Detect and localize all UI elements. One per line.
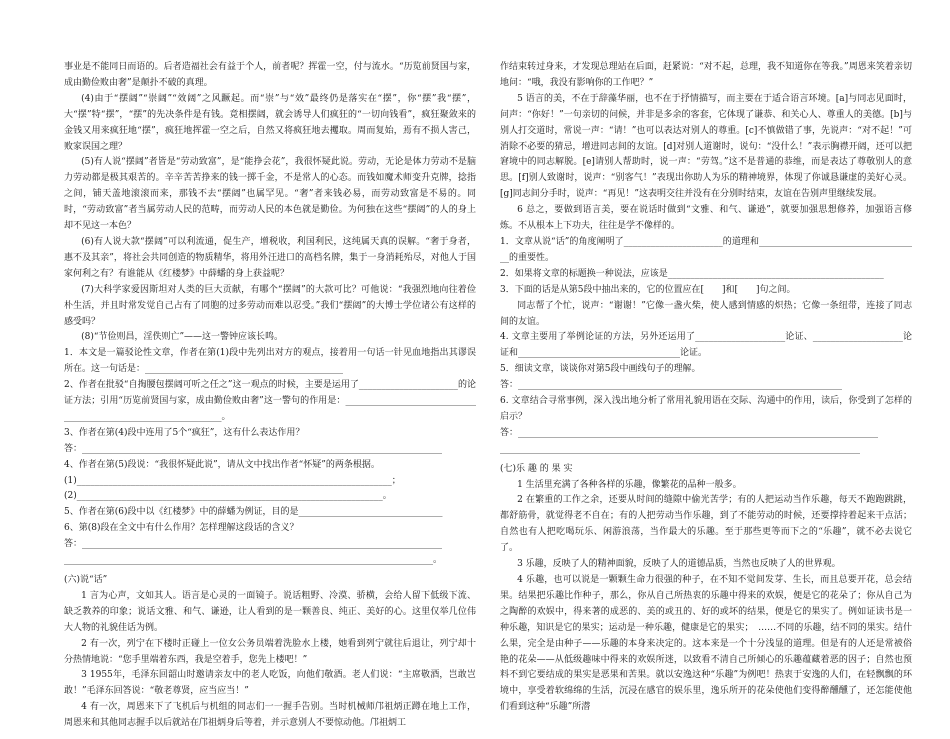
question: 5．细读文章，谈谈你对第5段中画线句子的理解。 bbox=[500, 364, 701, 375]
question: 6、第(8)段在全文中有什么作用？怎样理解这段话的含义？ bbox=[64, 523, 299, 534]
paragraph: (7)大科学家爱因斯坦对人类的巨大贡献，有哪个“摆阔”的大款可比？可他说：“我强烈地向往着俭朴生活，并且时常发觉自己占有了同胞的过多劳动而难以忍受。”我们“摆阔”的大博士学位诸公有这样的感受吗？ bbox=[64, 284, 476, 327]
quoted-sentence: 同志帮了个忙，说声：“谢谢！”它像一盏火柴，使人感到情感的炽热；它像一条纽带，连接了同志间的友谊。 bbox=[500, 300, 912, 327]
left-column bbox=[64, 60, 476, 732]
paragraph: 4 有一次，周恩来下了飞机后与机组的同志们一一握手告别。当时机械师邝祖炳正蹲在地上工作，周恩来和其他同志握手以后就站在邝祖炳身后等着，并示意别人不要惊动他。邝祖炳工 bbox=[64, 702, 476, 729]
answer-line: 答：________________________________________________________________________ bbox=[500, 380, 843, 391]
paragraph: (4)由于“摆阔”“崇阔”“效阔”之风蹶起。而“崇”与“效”最终仍是落实在“摆”，你“摆”我“摆”，大“摆”特“摆”，“摆”的先决条件是有钱。竟相摆阔，就会诱导人们疯狂的“一切向钱看”，疯狂聚敛来的金钱又用来疯狂地“摆”，疯狂地挥霍一空之后，自然又将疯狂地去攫取。周而复始，焉有不损人害己，败家误国之理？ bbox=[64, 93, 476, 152]
answer-line: (1)______________________________________________________________________； bbox=[64, 475, 401, 486]
paragraph: 事业是不能同日而语的。后者造福社会有益于个人，前者呢？挥霍一空，付与流水。“历览前贤国与家，成由勤俭败由奢”是颠扑不破的真理。 bbox=[64, 62, 476, 88]
question: 4. 文章主要用了举例论证的方法，另外还运用了____________________论证、____________________论证和____________________________________论证。 bbox=[500, 332, 912, 359]
paragraph: 3 1955年，毛泽东回韶山时邀请亲友中的老人吃饭，向他们敬酒。老人们说：“主席敬酒，岂敢岂敢！”毛泽东回答说：“敬老尊贤，应当应当！” bbox=[64, 670, 476, 697]
answer-line: __________________________________________________________________________________。 bbox=[64, 555, 443, 566]
paragraph: 5 语言的美，不在于辞藻华丽，也不在于抒情描写，而主要在于适合语言环境。[a]与同志见面时，问声：“你好！”一句亲切的问候，并非是多余的客套，它体现了谦恭、和关心人、尊重人的美德。[b]与别人打交道时，常说一声：“请！”也可以表达对别人的尊重。[c]不慎做错了事，先说声：“对不起！”可消除不必要的猜忌，增进同志间的友谊。[d]对别人道谢时，说句：“没什么！”表示胸襟开阔，还可以把窘境中的同志解脱。[e]请别人帮助时，说一声：“劳驾。”这不是普通的恭维，而是表达了尊敬别人的意思。[f]别人致谢时，说声：“别客气！”表现出你助人为乐的精神境界，体现了你诚恳谦虚的美好心灵。[g]同志间分手时，说声：“再见！”这表明交往并没有在分别时结束，友谊在告别声里继续发展。 bbox=[500, 93, 912, 200]
question: 1．本文是一篇驳论性文章，作者在第(1)段中先列出对方的观点，接着用一句话一针见血地指出其谬误所在。这一句话是：____________________________________________ bbox=[64, 348, 476, 375]
question: 3、作者在第(4)段中连用了5个“疯狂”，这有什么表达作用？ bbox=[64, 427, 305, 438]
answer-line: (2)____________________________________________________________________。 bbox=[64, 491, 392, 502]
answer-line: 答：________________________________________________________________________________ bbox=[64, 539, 443, 550]
paragraph: 3 乐趣，反映了人的精神面貌，反映了人的道德品质，当然也反映了人的世界观。 bbox=[517, 559, 841, 570]
question: 3．下面的话是从第5段中抽出来的，它的位置应在[ ]和[ ]句之间。 bbox=[500, 284, 796, 295]
paragraph: 4 乐趣，也可以说是一颗颗生命力很强的种子，在不知不觉间发芽、生长，而且总要开花，总会结果。结果把乐趣比作种子，那么，你从自己所热衷的乐趣中得来的欢娱，便是它的花朵了；你从自己为之陶醉的欢娱中，得来著的成恶的、美的或丑的、好的或坏的结果，便是它的果实了。例如证读书是一种乐趣，知识是它的果实；运动是一种乐趣，健康是它的果实； ……不同的乐趣，结不同的果实。结什么果，完全是由种子——乐趣的本身来决定的。这本来是一个十分浅显的道理。但是有的人还是常被俗艳的花朵——从低级趣味中得来的欢娱所迷，以致看不清自己所倾心的乐趣蕴藏着恶的因子；自然也预料不到它要结成的果实是恶果和苦果。就以安逸这种“乐趣”为例吧！热衷于安逸的人们，在轻飘飘的环境中，享受着软绵绵的生活，沉浸在感官的娱乐里，逸乐所开的花朵使他们变得醉醺醺了，还怎能使他们看到这种“乐趣”所潜 bbox=[500, 575, 912, 713]
paragraph: 作结束转过身来，才发现总理站在后面，赶紧说：“对不起，总理，我不知道你在等我。”周恩来笑着亲切地问：“哦，我没有影响你的工作吧？” bbox=[500, 62, 912, 88]
section-title: (七)乐 趣 的 果 实 bbox=[500, 463, 573, 474]
question: 6. 文章结合寻常事例，深入浅出地分析了常用礼貌用语在交际、沟通中的作用，读后，你受到了怎样的启示？ bbox=[500, 396, 912, 422]
section-title: (六)说“话” bbox=[64, 575, 108, 585]
paragraph: 1 生活里充满了各种各样的乐趣，像繁花的品种一般多。 bbox=[517, 479, 742, 490]
answer-line: ________________________________________________________________________________ bbox=[500, 443, 860, 454]
paragraph: 2 在繁重的工作之余，还要从时间的缝隙中偷光苦学；有的人把运动当作乐趣，每天不跑跑跳跳，都舒筋骨，就觉得老不自在；有的人把劳动当作乐趣，到了不能劳动的时候，还要撑持着起来干点活；自然也有人把吃喝玩乐、闲游浪荡，当作最大的乐趣。至于那些更等而下之的“乐趣”，就不必去说它了。 bbox=[500, 495, 912, 554]
paragraph: (6)有人说大款“摆阔”可以利流通，促生产，增税收，利国利民，这纯属天真的误解。“奢于身者，惠不及其亲”，将社会共同创造的物质精华，将用外汪进口的高档名牌，集于一身消耗殆尽，对他人于国家何利之有？有谁能从《红楼梦》中薛蟠的身上获益呢？ bbox=[64, 236, 476, 279]
question: 2．如果将文章的标题换一种说法，应该是________________________________________________ bbox=[500, 268, 884, 279]
paragraph: (5)有人说“摆阔”者皆是“劳动致富”，是“能挣会花”，我很怀疑此说。劳动，无论是体力劳动不是脑力劳动都是极其艰苦的。辛辛苦苦挣来的钱一掷千金，不是常人的心态。而钱如魔术师变升克牌，捻指之间，铺天盖地滚滚而来，那钱不去“摆阔”也属罕见。“奢”者来钱必易，而劳动致富是不易的。同时，“劳动致富”者当属劳动人民的范畴，而劳动人民的本色就是勤俭。为何独在这些“摆阔”的人的身上却不见这一本色？ bbox=[64, 157, 476, 232]
right-column bbox=[500, 60, 912, 716]
question: 1．文章从说“话”的角度阐明了______________________的道理和____________________________________的重要性。 bbox=[500, 236, 912, 263]
question: 5、作者在第(6)段中以《红楼梦》中的薛蟠为例证，目的是________________________________ bbox=[64, 507, 443, 518]
question: 4、作者在第(5)段说：“我很怀疑此说”，请从文中找出作者“怀疑”的两条根据。 bbox=[64, 459, 380, 470]
paragraph: 6 总之，要做到语言美，要在说话时做到“文雅、和气、谦逊”，就要加强思想修养，加强语言修炼。不从根本上下功夫，往往是学不像样的。 bbox=[500, 205, 912, 232]
paragraph: (8)“节俭则昌，淫佚则亡”——这一警钟应该长鸣。 bbox=[81, 332, 284, 343]
answer-line: 答：________________________________________________________________________________ bbox=[64, 443, 443, 454]
paragraph: 2 有一次，列宁在下楼时正碰上一位女公务员端着洗脸水上楼，她看到列宁就往后退让，列宁却十分热情地说：“您手里端着东西，我是空着手，您先上楼吧！” bbox=[64, 638, 476, 665]
question: 2、作者在批驳“自掏腰包摆阔可听之任之”这一观点的时候，主要是运用了______________________的论证方法；引用“历览前贤国与家，成由勤俭败由奢”这一警句的作用是：________________________________________________________________。 bbox=[64, 380, 476, 422]
answer-line: 答：________________________________________________________________________________ bbox=[500, 427, 879, 438]
paragraph: 1 言为心声，文如其人。语言是心灵的一面镜子。说话粗野、冷漠、骄横，会给人留下低级下流、缺乏教养的印象；说话文雅、和气、谦逊，让人看到的是一颗善良、纯正、美好的心。这里仅举几位伟大人物的礼貌佳话为例。 bbox=[64, 590, 476, 633]
